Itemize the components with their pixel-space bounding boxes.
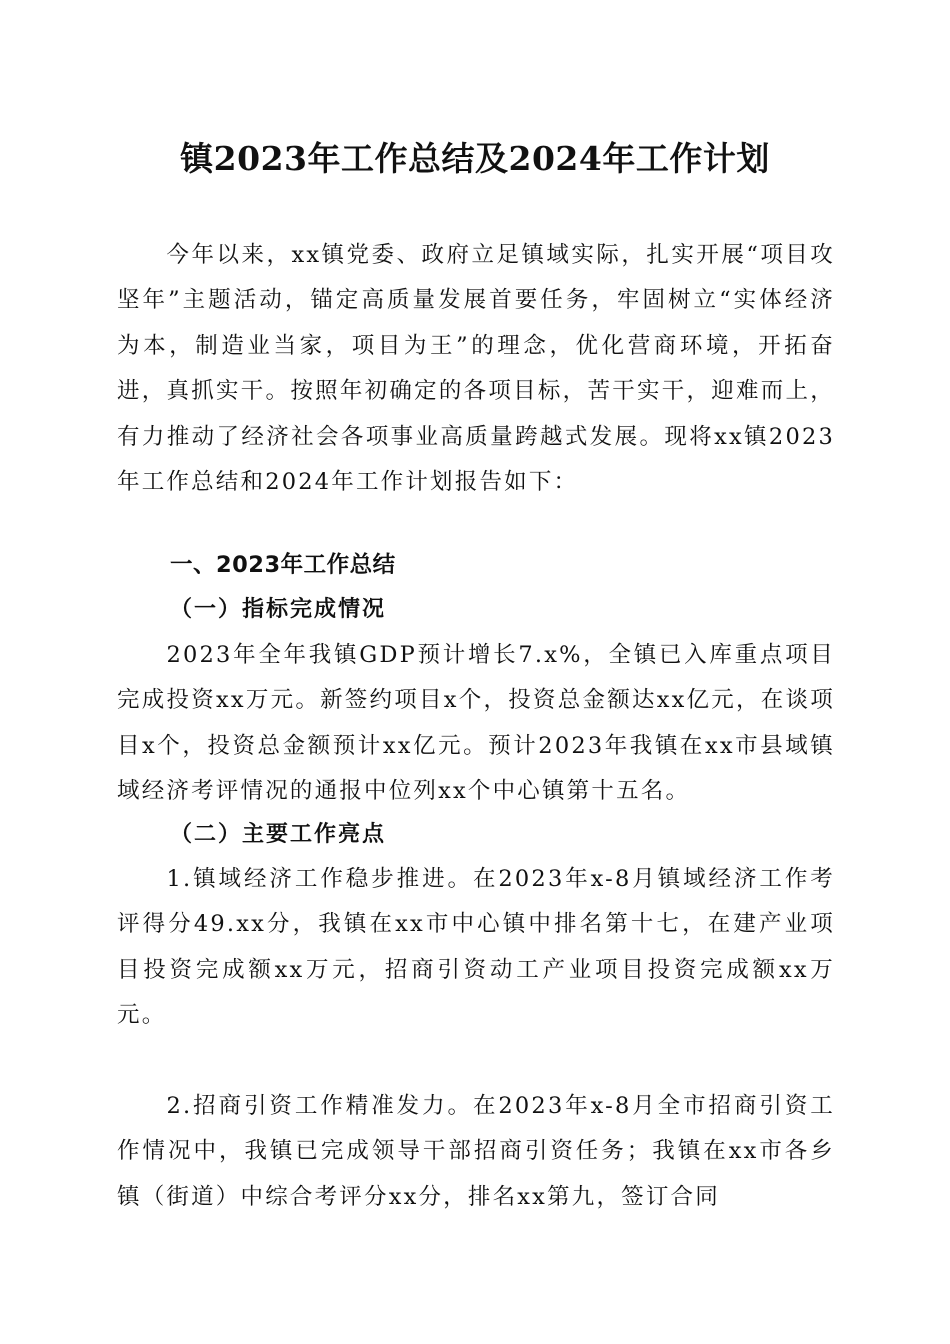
document-title: 镇2023年工作总结及2024年工作计划 <box>180 139 770 178</box>
indicators-paragraph: 2023年全年我镇GDP预计增长7.x%，全镇已入库重点项目完成投资xx万元。新签约项目x个，投资总金额达xx亿元，在谈项目x个，投资总金额预计xx亿元。预计2023年我镇在xx市县域镇域经济考评情况的通报中位列xx个中心镇第十五名。 <box>117 642 835 805</box>
highlight-item-2: 2.招商引资工作精准发力。在2023年x-8月全市招商引资工作情况中，我镇已完成领导干部招商引资任务；我镇在xx市各乡镇（街道）中综合考评分xx分，排名xx第九，签订合同 <box>117 1093 835 1210</box>
subsection-heading-highlights: （二）主要工作亮点 <box>170 822 387 847</box>
intro-paragraph: 今年以来，xx镇党委、政府立足镇域实际，扎实开展“项目攻坚年”主题活动，锚定高质量发展首要任务，牢固树立“实体经济为本，制造业当家，项目为王”的理念，优化营商环境，开拓奋进，真抓实干。按照年初确定的各项目标，苦干实干，迎难而上，有力推动了经济社会各项事业高质量跨越式发展。现将xx镇2023年工作总结和2024年工作计划报告如下： <box>117 242 835 496</box>
highlight-item-1: 1.镇域经济工作稳步推进。在2023年x-8月镇域经济工作考评得分49.xx分，我镇在xx市中心镇中排名第十七，在建产业项目投资完成额xx万元，招商引资动工产业项目投资完成额xx万元。 <box>117 866 835 1029</box>
subsection-heading-indicators: （一）指标完成情况 <box>170 597 387 622</box>
section-heading-summary: 一、2023年工作总结 <box>170 552 396 578</box>
